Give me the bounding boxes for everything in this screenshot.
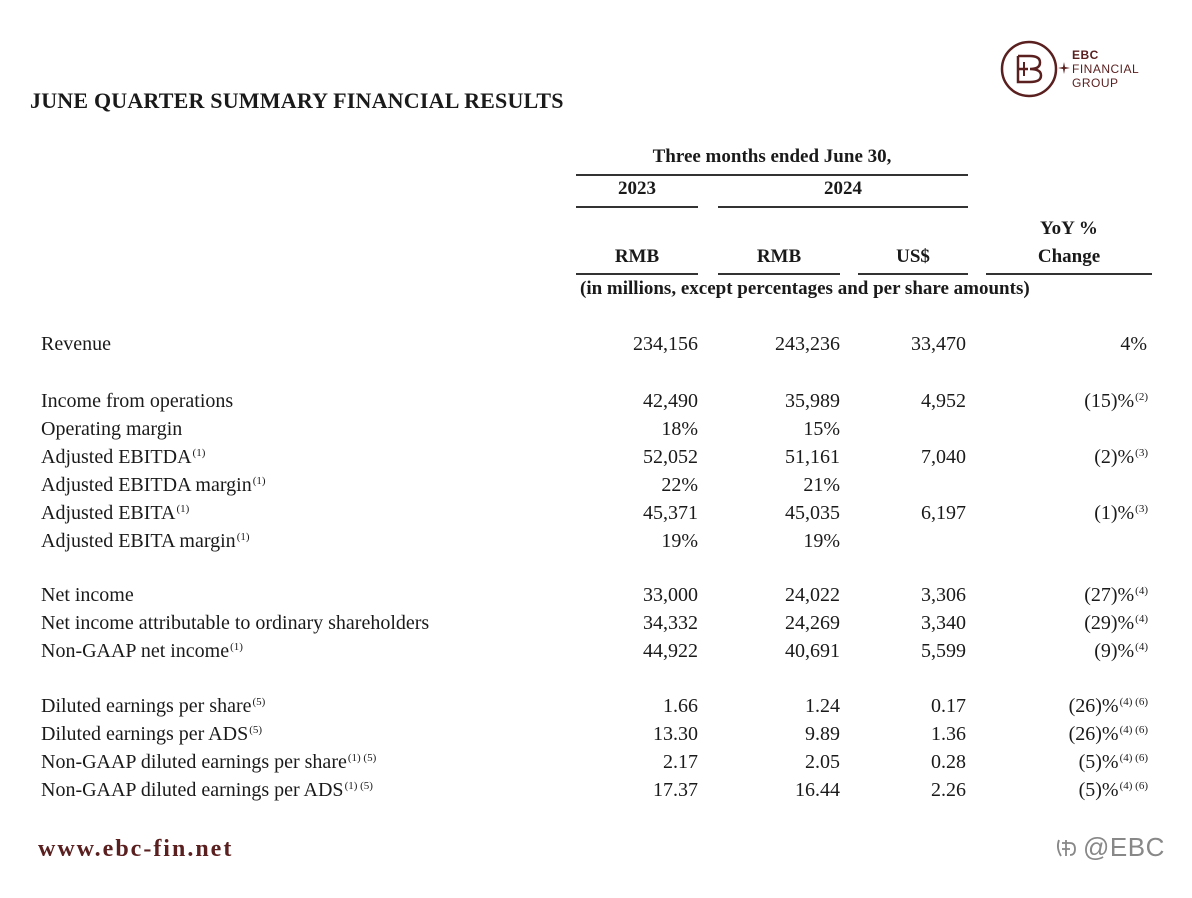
rmb-2024-rule [718,273,840,275]
table-row [0,446,1192,474]
value-yoy-text: (26)% [1068,695,1119,717]
row-label-text: Diluted earnings per share [41,695,252,717]
value-usd-text: 0.17 [931,695,966,717]
row-label-text: Adjusted EBITA margin [41,530,236,552]
row-label [41,640,243,663]
zhihu-icon [1055,836,1079,860]
value-2023 [661,474,698,497]
value-2024-text: 24,022 [785,584,840,606]
row-label-footnote: (1) [236,531,250,543]
value-yoy [1147,418,1148,441]
value-yoy [1079,751,1148,774]
row-label-footnote: (1) [252,475,266,487]
value-yoy [1084,390,1148,413]
table-row [0,390,1192,418]
value-yoy-text: (29)% [1084,612,1135,634]
value-yoy-footnote: (2) [1135,391,1148,403]
value-yoy [1079,779,1148,802]
period-rule [576,174,968,176]
value-usd [911,333,966,356]
value-usd [921,640,966,663]
row-label [41,446,205,469]
yoy-rule [986,273,1152,275]
year-2023-header: 2023 [618,178,656,199]
table-row [0,502,1192,530]
value-2024 [785,640,840,663]
value-2024-text: 35,989 [785,390,840,412]
logo-line-1: EBC [1072,48,1099,62]
page-title: JUNE QUARTER SUMMARY FINANCIAL RESULTS [30,88,564,113]
value-2024 [785,390,840,413]
row-label-text: Net income [41,584,134,606]
logo-line-3: GROUP [1072,76,1119,90]
ebc-logo [1000,40,1180,102]
table-row [0,695,1192,723]
row-label-text: Adjusted EBITDA [41,446,192,468]
value-yoy-text: (5)% [1078,751,1119,773]
row-label-footnote: (5) [249,724,263,736]
value-yoy-footnote: (4) [1135,613,1148,625]
currency-rmb-2024: RMB [756,246,802,267]
value-2024-text: 40,691 [785,640,840,662]
rmb-2023-rule [576,273,698,275]
row-label [41,695,265,718]
value-usd-text: 7,040 [921,446,966,468]
value-2024 [775,333,840,356]
value-2024 [785,446,840,469]
value-2023-text: 2.17 [663,751,698,773]
value-usd [931,751,966,774]
value-2023-text: 22% [661,474,698,496]
value-2024 [803,418,840,441]
website-link[interactable]: www.ebc-fin.net [38,836,234,862]
value-usd-text: 0.28 [931,751,966,773]
table-row [0,584,1192,612]
value-2023-text: 18% [661,418,698,440]
value-yoy-text: 4% [1120,333,1147,355]
value-2023 [643,390,698,413]
year-2024-rule [718,206,968,208]
value-2023-text: 42,490 [643,390,698,412]
value-yoy [1084,612,1148,635]
value-2023 [653,779,698,802]
value-2024-text: 2.05 [805,751,840,773]
value-yoy-text: (2)% [1094,446,1135,468]
value-2023 [643,502,698,525]
row-label-text: Diluted earnings per ADS [41,723,249,745]
value-2024-text: 21% [803,474,840,496]
value-yoy [1120,333,1148,356]
value-2024-text: 243,236 [775,333,840,355]
row-label [41,418,183,441]
value-yoy [1094,502,1148,525]
value-yoy [1147,530,1148,553]
row-label-text: Non-GAAP diluted earnings per ADS [41,779,344,801]
row-label-text: Adjusted EBITDA margin [41,474,252,496]
value-usd-text: 2.26 [931,779,966,801]
value-2023-text: 33,000 [643,584,698,606]
value-yoy-footnote: (4) (6) [1119,696,1148,708]
value-2023 [643,446,698,469]
value-2024 [795,779,840,802]
value-2023 [643,584,698,607]
value-usd [921,446,966,469]
row-label-footnote: (1) [176,503,190,515]
currency-usd: US$ [896,246,930,267]
value-2023-text: 34,332 [643,612,698,634]
value-yoy-text: (15)% [1084,390,1135,412]
table-row [0,530,1192,558]
value-2023-text: 234,156 [633,333,698,355]
row-label-footnote: (1) [230,641,243,653]
yoy-header-line2: Change [1037,246,1101,267]
value-usd-text: 3,340 [921,612,966,634]
value-usd-text: 1.36 [931,723,966,745]
value-2023 [663,751,698,774]
value-yoy [1147,474,1148,497]
value-2023-text: 13.30 [653,723,698,745]
value-usd [931,723,966,746]
value-yoy [1094,640,1148,663]
value-2024-text: 24,269 [785,612,840,634]
value-2024-text: 16.44 [795,779,840,801]
table-row [0,333,1192,361]
year-2023-rule [576,206,698,208]
logo-text [1072,48,1139,90]
table-row [0,751,1192,779]
row-label [41,333,112,356]
value-2023-text: 19% [661,530,698,552]
value-2023-text: 17.37 [653,779,698,801]
row-label-footnote: (5) [252,696,266,708]
row-label-text: Adjusted EBITA [41,502,176,524]
value-yoy-text: (27)% [1084,584,1135,606]
value-usd [931,695,966,718]
currency-rmb-2023: RMB [614,246,660,267]
value-usd [921,502,966,525]
value-yoy-text: (26)% [1068,723,1119,745]
year-2024-header: 2024 [824,178,862,199]
ebc-logo-icon [1000,40,1058,98]
table-row [0,779,1192,807]
row-label [41,723,262,746]
value-2023-text: 45,371 [643,502,698,524]
table-row [0,640,1192,668]
table-row [0,723,1192,751]
value-usd-text: 33,470 [911,333,966,355]
row-label [41,779,373,802]
table-row [0,612,1192,640]
row-label-text: Non-GAAP net income [41,640,230,662]
row-label-text: Revenue [41,333,111,355]
row-label-text: Non-GAAP diluted earnings per share [41,751,347,773]
row-label [41,530,250,553]
value-yoy [1069,695,1148,718]
value-yoy-footnote: (3) [1135,503,1148,515]
row-label [41,502,189,525]
value-2024 [785,502,840,525]
yoy-header-line1: YoY % [1040,218,1098,239]
value-yoy-text: (1)% [1094,502,1135,524]
value-usd-text: 5,599 [921,640,966,662]
row-label-footnote: (1) (5) [344,780,373,792]
value-yoy-footnote: (4) (6) [1119,780,1148,792]
value-2023 [661,530,698,553]
value-usd-text: 3,306 [921,584,966,606]
value-2023 [653,723,698,746]
value-usd [921,390,966,413]
value-yoy-text: (5)% [1078,779,1119,801]
sparkle-icon [1058,62,1070,74]
value-2024 [805,751,840,774]
value-2024-text: 9.89 [805,723,840,745]
value-yoy-footnote: (4) [1135,641,1148,653]
row-label [41,584,135,607]
value-2024 [803,530,840,553]
row-label [41,612,430,635]
watermark [1055,832,1165,863]
value-2024 [785,612,840,635]
value-2024-text: 45,035 [785,502,840,524]
value-usd-text: 4,952 [921,390,966,412]
row-label [41,390,234,413]
value-2024-text: 51,161 [785,446,840,468]
value-usd [931,779,966,802]
value-2023 [643,640,698,663]
row-label [41,751,376,774]
watermark-text: @EBC [1083,832,1165,862]
value-2024 [805,723,840,746]
value-2024 [785,584,840,607]
value-yoy [1084,584,1148,607]
value-2024-text: 19% [803,530,840,552]
row-label-footnote: (1) [192,447,206,459]
row-label-text: Income from operations [41,390,234,412]
value-2023 [643,612,698,635]
value-yoy-footnote: (4) (6) [1119,752,1148,764]
value-yoy-text: (9)% [1094,640,1135,662]
row-label-text: Net income attributable to ordinary shareholders [41,612,430,634]
value-2024 [803,474,840,497]
logo-line-2: FINANCIAL [1072,62,1140,76]
usd-rule [858,273,968,275]
table-row [0,474,1192,502]
value-yoy-footnote: (4) [1135,585,1148,597]
value-yoy [1094,446,1148,469]
value-2023-text: 52,052 [643,446,698,468]
value-yoy-footnote: (4) (6) [1119,724,1148,736]
value-2024-text: 15% [803,418,840,440]
row-label-text: Operating margin [41,418,183,440]
value-usd [921,584,966,607]
value-2023 [633,333,698,356]
table-row [0,418,1192,446]
value-usd [921,612,966,635]
value-2023-text: 44,922 [643,640,698,662]
value-2024-text: 1.24 [805,695,840,717]
value-usd-text: 6,197 [921,502,966,524]
row-label [41,474,266,497]
value-2023 [661,418,698,441]
value-yoy-footnote: (3) [1135,447,1148,459]
units-note: (in millions, except percentages and per share amounts) [580,278,1030,299]
value-2024 [805,695,840,718]
value-2023 [663,695,698,718]
value-yoy [1069,723,1148,746]
value-2023-text: 1.66 [663,695,698,717]
row-label-footnote: (1) (5) [347,752,377,764]
period-header: Three months ended June 30, [652,146,892,167]
